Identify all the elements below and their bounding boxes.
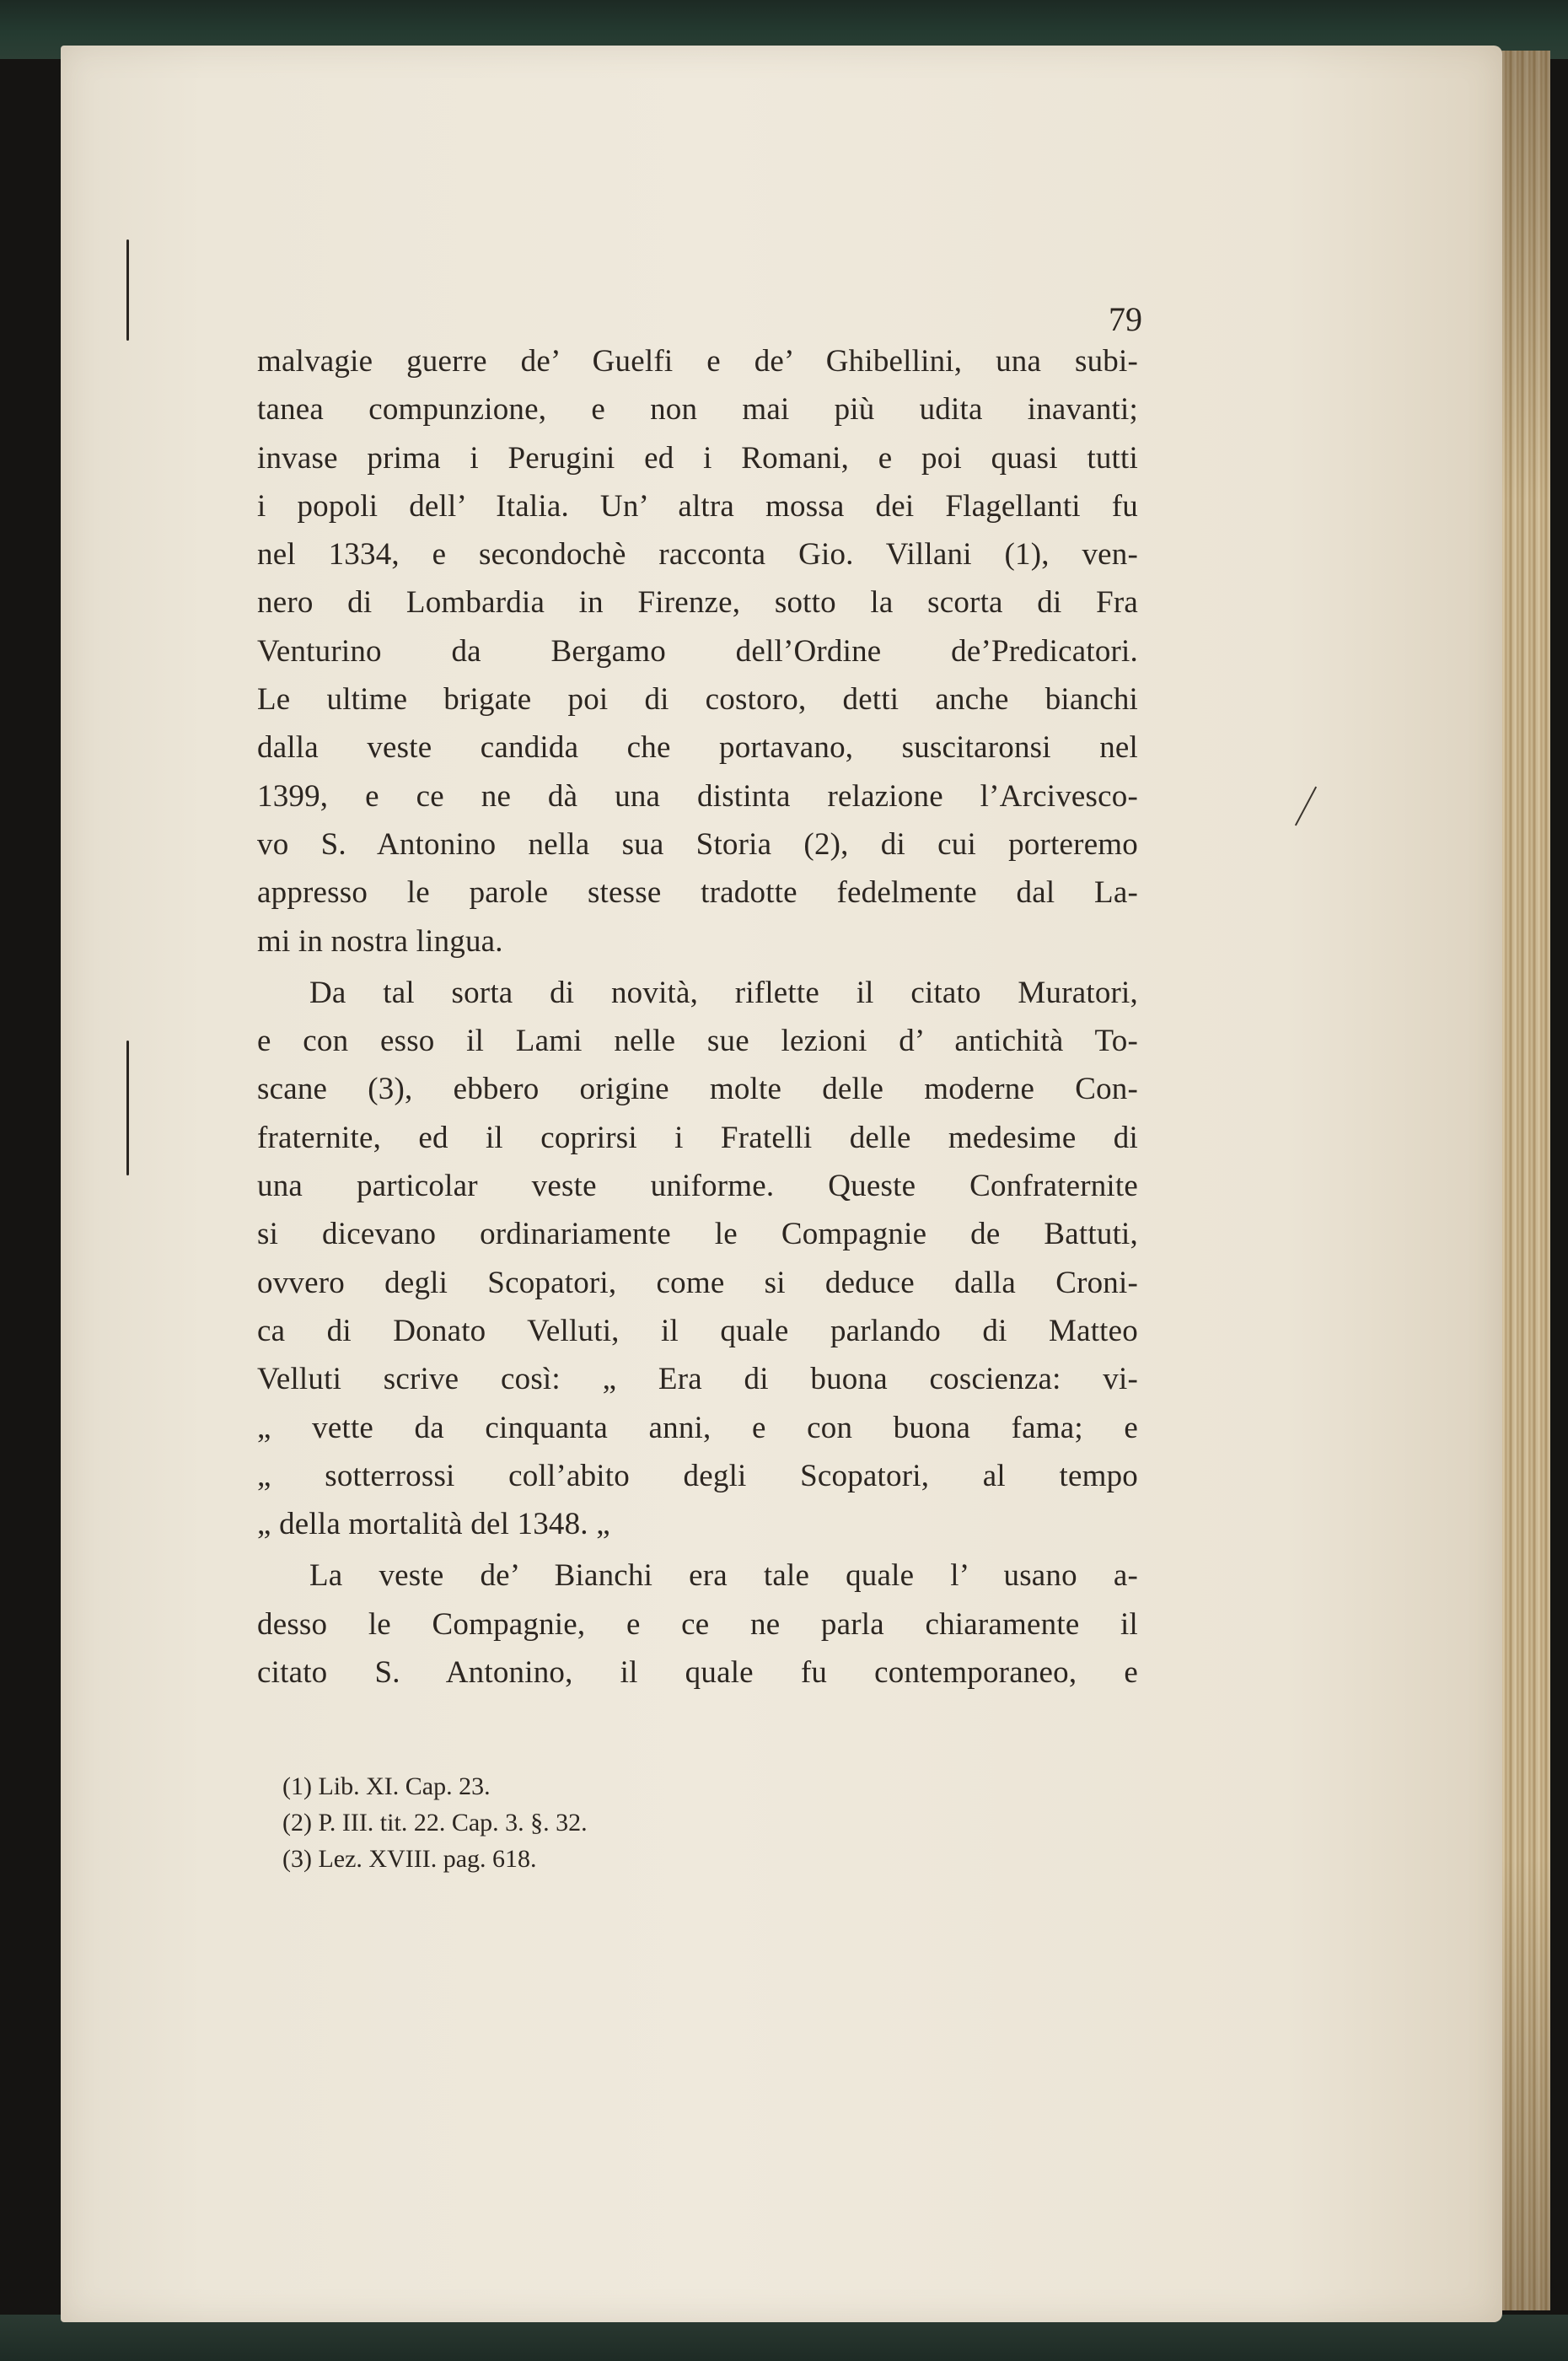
text-line: citato S. Antonino, il quale fu contemporaneo, e [257, 1655, 1138, 1691]
text-line: si dicevano ordinariamente le Compagnie de Battuti, [257, 1217, 1138, 1252]
text-line: Venturino da Bergamo dell’Ordine de’Predicatori. [257, 633, 1138, 669]
text-line: ovvero degli Scopatori, come si deduce dalla Croni- [257, 1265, 1138, 1300]
text-line: una particolar veste uniforme. Queste Confraternite [257, 1169, 1138, 1204]
text-line: mi in nostra lingua. [257, 923, 503, 959]
footnote: (1) Lib. XI. Cap. 23. [282, 1772, 491, 1800]
text-line: scane (3), ebbero origine molte delle moderne Con- [257, 1072, 1138, 1107]
text-line: i popoli dell’ Italia. Un’ altra mossa dei Flagellanti fu [257, 488, 1138, 524]
footnotes [282, 1768, 873, 1877]
text-line: malvagie guerre de’ Guelfi e de’ Ghibellini, una subi- [257, 344, 1138, 379]
text-line: Le ultime brigate poi di costoro, detti anche bianchi [257, 682, 1138, 718]
text-line: „ sotterrossi coll’abito degli Scopatori, al tempo [257, 1458, 1138, 1493]
gutter-mark [126, 1041, 129, 1175]
text-line: „ vette da cinquanta anni, e con buona fama; e [257, 1410, 1138, 1445]
text-line: ca di Donato Velluti, il quale parlando di Matteo [257, 1313, 1138, 1348]
footnote: (2) P. III. tit. 22. Cap. 3. §. 32. [282, 1809, 588, 1837]
text-line: La veste de’ Bianchi era tale quale l’ usano a- [309, 1558, 1138, 1594]
footnote: (3) Lez. XVIII. pag. 618. [282, 1845, 537, 1873]
text-line: appresso le parole stesse tradotte fedelmente dal La- [257, 875, 1138, 911]
gutter-mark [126, 239, 129, 341]
text-line: nel 1334, e secondochè racconta Gio. Villani (1), ven- [257, 537, 1138, 573]
text-line: 1399, e ce ne dà una distinta relazione l’Arcivesco- [257, 778, 1138, 814]
text-line: Velluti scrive così: „ Era di buona coscienza: vi- [257, 1362, 1138, 1397]
body-text [257, 337, 1138, 1697]
text-line: desso le Compagnie, e ce ne parla chiaramente il [257, 1606, 1138, 1642]
text-line: e con esso il Lami nelle sue lezioni d’ antichità To- [257, 1024, 1138, 1059]
text-line: „ della mortalità del 1348. „ [257, 1507, 610, 1542]
page-number: 79 [1109, 300, 1142, 338]
text-line: vo S. Antonino nella sua Storia (2), di cui porteremo [257, 826, 1138, 862]
text-line: tanea compunzione, e non mai più udita inavanti; [257, 392, 1138, 428]
text-line: Da tal sorta di novità, riflette il citato Muratori, [309, 975, 1138, 1010]
text-line: invase prima i Perugini ed i Romani, e poi quasi tutti [257, 440, 1138, 476]
text-line: nero di Lombardia in Firenze, sotto la scorta di Fra [257, 585, 1138, 621]
text-line: fraternite, ed il coprirsi i Fratelli delle medesime di [257, 1120, 1138, 1155]
text-line: dalla veste candida che portavano, suscitaronsi nel [257, 730, 1138, 766]
